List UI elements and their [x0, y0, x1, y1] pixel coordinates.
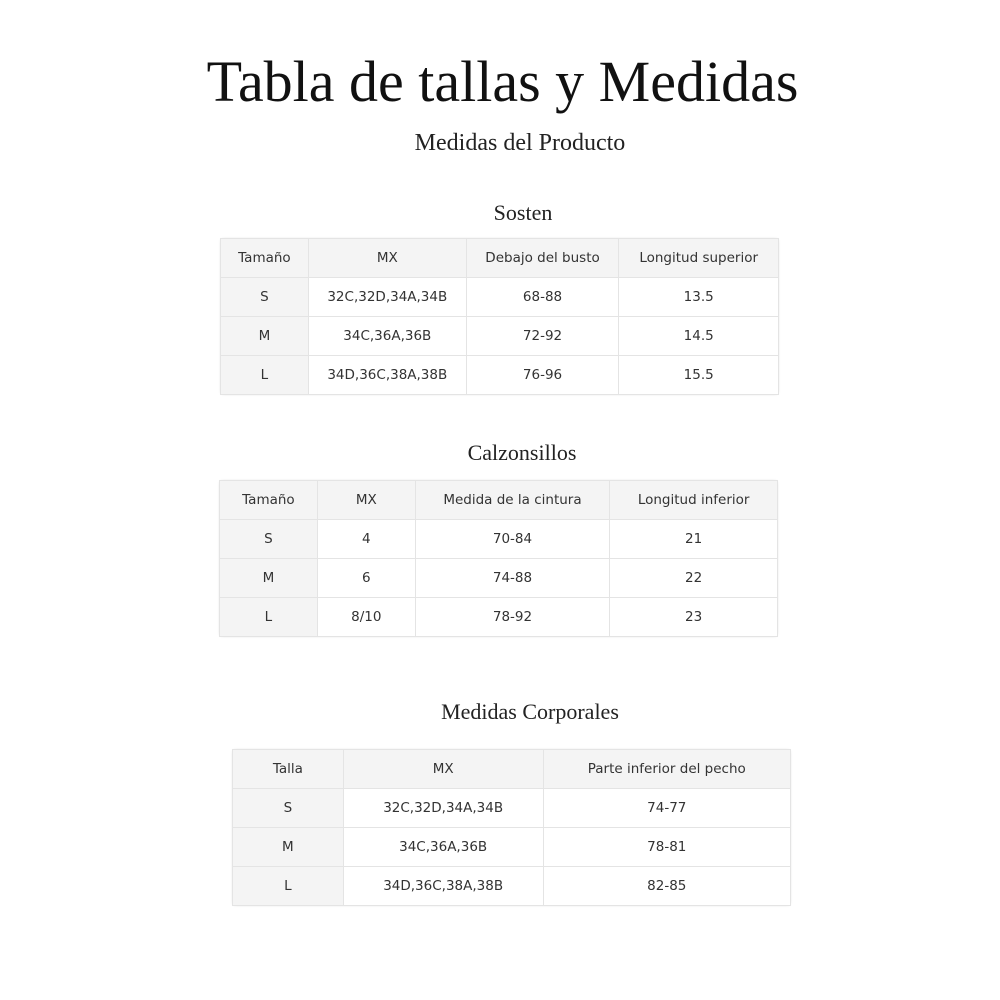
table-row	[221, 278, 779, 317]
page-title: Tabla de tallas y Medidas	[206, 49, 799, 114]
table-row	[233, 828, 791, 867]
table-cell: 21	[610, 520, 778, 559]
column-header: Longitud superior	[619, 239, 779, 278]
table-cell: M	[221, 317, 309, 356]
table-cell: 34D,36C,38A,38B	[308, 356, 466, 395]
table-cell: S	[233, 789, 344, 828]
table-cell: 32C,32D,34A,34B	[308, 278, 466, 317]
table-cell: S	[221, 278, 309, 317]
size-table-sosten	[220, 238, 779, 395]
column-header: MX	[308, 239, 466, 278]
table-cell: L	[233, 867, 344, 906]
table-row	[220, 559, 778, 598]
table-cell: 76-96	[466, 356, 619, 395]
column-header: Tamaño	[221, 239, 309, 278]
table-row	[220, 598, 778, 637]
table-row	[221, 317, 779, 356]
table-cell: 70-84	[415, 520, 610, 559]
table-cell: 34D,36C,38A,38B	[343, 867, 543, 906]
table-cell: 34C,36A,36B	[343, 828, 543, 867]
table-cell: S	[220, 520, 318, 559]
table-cell: 34C,36A,36B	[308, 317, 466, 356]
table-cell: 82-85	[543, 867, 790, 906]
section-title-sosten: Sosten	[493, 200, 553, 225]
column-header: MX	[343, 750, 543, 789]
table-cell: L	[220, 598, 318, 637]
page-subtitle: Medidas del Producto	[414, 130, 626, 156]
table-cell: M	[220, 559, 318, 598]
column-header: Parte inferior del pecho	[543, 750, 790, 789]
table-cell: 22	[610, 559, 778, 598]
table-cell: 6	[317, 559, 415, 598]
table-cell: 32C,32D,34A,34B	[343, 789, 543, 828]
table-cell: 4	[317, 520, 415, 559]
table-cell: 23	[610, 598, 778, 637]
column-header: Longitud inferior	[610, 481, 778, 520]
table-row	[220, 520, 778, 559]
table-cell: 14.5	[619, 317, 779, 356]
table-cell: L	[221, 356, 309, 395]
table-header-row	[233, 750, 791, 789]
size-table-medidas-corporales	[232, 749, 791, 906]
table-cell: 74-77	[543, 789, 790, 828]
table-cell: 8/10	[317, 598, 415, 637]
section-title-medidas-corporales: Medidas Corporales	[441, 699, 619, 724]
table-cell: 78-92	[415, 598, 610, 637]
table-cell: 72-92	[466, 317, 619, 356]
column-header: Debajo del busto	[466, 239, 619, 278]
table-cell: 15.5	[619, 356, 779, 395]
column-header: Medida de la cintura	[415, 481, 610, 520]
table-cell: 13.5	[619, 278, 779, 317]
column-header: MX	[317, 481, 415, 520]
table-row	[233, 789, 791, 828]
size-table-calzonsillos	[219, 480, 778, 637]
table-cell: 78-81	[543, 828, 790, 867]
table-row	[221, 356, 779, 395]
table-header-row	[220, 481, 778, 520]
table-header-row	[221, 239, 779, 278]
column-header: Talla	[233, 750, 344, 789]
column-header: Tamaño	[220, 481, 318, 520]
table-row	[233, 867, 791, 906]
table-cell: 74-88	[415, 559, 610, 598]
table-cell: 68-88	[466, 278, 619, 317]
table-cell: M	[233, 828, 344, 867]
section-title-calzonsillos: Calzonsillos	[467, 440, 577, 465]
